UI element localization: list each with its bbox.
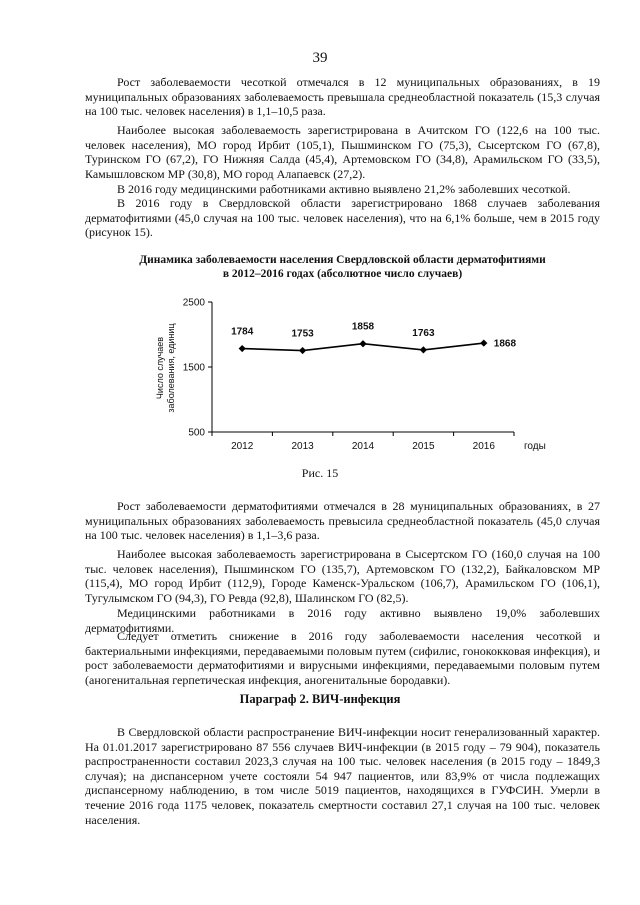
data-label: 1784 — [231, 326, 254, 338]
section-heading-hiv: Параграф 2. ВИЧ-инфекция — [239, 692, 401, 706]
paragraph-scabies-detected: В 2016 году медицинскими работниками активно выявлено 21,2% заболевших чесоткой. — [117, 182, 571, 196]
paragraph-hiv: В Свердловской области распространение ВИЧ-инфекции носит генерализованный характер. На 01.01.2017 зарегистрировано 87 556 случаев ВИЧ-инфекции (в 2015 году – 79 904), показатель распространенности составил 2023,3 случая на 100 тыс. человек населения (в 2015 году – 1849,3 случая); на диспансерном учете состояли 54 947 пациентов, или 83,9% от числа подлежащих диспансерному наблюдению, в том числе 5019 пациентов, находящихся в ГУФСИН. Умерли в течение 2016 года 1175 человек, показатель смертности составил 27,1 случая на 100 тыс. человек населения. — [85, 725, 600, 827]
data-label: 1753 — [291, 328, 314, 340]
x-tick-label: 2014 — [351, 441, 375, 452]
data-label: 1868 — [493, 338, 517, 350]
data-point-marker — [359, 340, 366, 347]
data-point-marker — [299, 347, 306, 354]
x-tick-label: 2016 — [472, 441, 495, 452]
paragraph-dermatophytosis-2016: В 2016 году в Свердловской области зарегистрировано 1868 случаев заболевания дерматофитиями (45,0 случая на 100 тыс. человек населения), что на 6,1% больше, чем в 2015 году (рисунок 15). — [85, 196, 600, 240]
y-tick-label: 1500 — [182, 362, 205, 374]
chart-title — [85, 253, 600, 281]
page-number: 39 — [312, 50, 328, 66]
paragraph-scabies-growth: Рост заболеваемости чесоткой отмечался в 12 муниципальных образованиях, в 19 муниципальных образованиях заболеваемость превышала среднеобластной показатель (15,3 случая на 100 тыс. человек населения) в 1,1–10,5 раза. — [85, 75, 600, 119]
paragraph-scabies-highest: Наиболее высокая заболеваемость зарегистрирована в Ачитском ГО (122,6 на 100 тыс. человек населения), МО город Ирбит (105,1), Пышминском ГО (75,3), Сысертском ГО (67,8), Туринском ГО (67,2), ГО Нижняя Салда (45,4), Артемовском ГО (34,8), Арамильском ГО (33,5), Камышловском МР (30,8), МО город Алапаевск (27,2). — [85, 123, 600, 181]
paragraph-dermatophytosis-detected: Медицинскими работниками в 2016 году активно выявлено 19,0% заболевших дерматофитиями. — [85, 606, 600, 635]
y-axis-title-line-2: заболевания, единиц — [166, 323, 176, 413]
paragraph-dermatophytosis-highest: Наиболее высокая заболеваемость зарегистрирована в Сысертском ГО (160,0 случая на 100 тыс. человек населения), Пышминском ГО (135,7), Артемовском ГО (132,2), Байкаловском МР (115,4), МО город Ирбит (112,9), Городе Каменск-Уральском (106,7), Арамильском ГО (106,1), Тугулымском ГО (94,3), ГО Ревда (92,8), Шалинском ГО (82,5). — [85, 547, 600, 605]
y-tick-label: 500 — [188, 427, 205, 439]
x-tick-label: 2012 — [231, 441, 254, 452]
chart-title-line-1: Динамика заболеваемости населения Свердловской области дерматофитиями — [139, 254, 546, 266]
data-point-marker — [420, 346, 427, 353]
data-label: 1763 — [412, 327, 435, 339]
data-point-marker — [480, 339, 487, 346]
data-point-marker — [239, 345, 246, 352]
y-tick-label: 2500 — [182, 297, 205, 309]
paragraph-trend-note: Следует отметить снижение в 2016 году заболеваемости населения чесоткой и бактериальными инфекциями, передаваемыми половым путем (сифилис, гонококковая инфекция), и рост заболеваемости дерматофитиями и вирусными инфекциями, передаваемыми половым путем (аногенитальная герпетическая инфекция, аногенитальные бородавки). — [85, 629, 600, 687]
x-axis-title: годы — [524, 441, 546, 452]
x-tick-label: 2015 — [412, 441, 435, 452]
figure-caption: Рис. 15 — [301, 466, 339, 480]
dermatophytosis-line-chart — [130, 292, 550, 454]
chart-title-line-2: в 2012–2016 годах (абсолютное число случаев) — [222, 268, 463, 280]
y-axis-title-line-1: Число случаев — [155, 336, 165, 400]
paragraph-dermatophytosis-growth: Рост заболеваемости дерматофитиями отмечался в 28 муниципальных образованиях, в 27 муниципальных образованиях заболеваемость превысила среднеобластной показатель (45,0 случая на 100 тыс. человек населения) в 1,1–3,6 раза. — [85, 499, 600, 543]
data-label: 1858 — [351, 321, 375, 333]
x-tick-label: 2013 — [291, 441, 314, 452]
